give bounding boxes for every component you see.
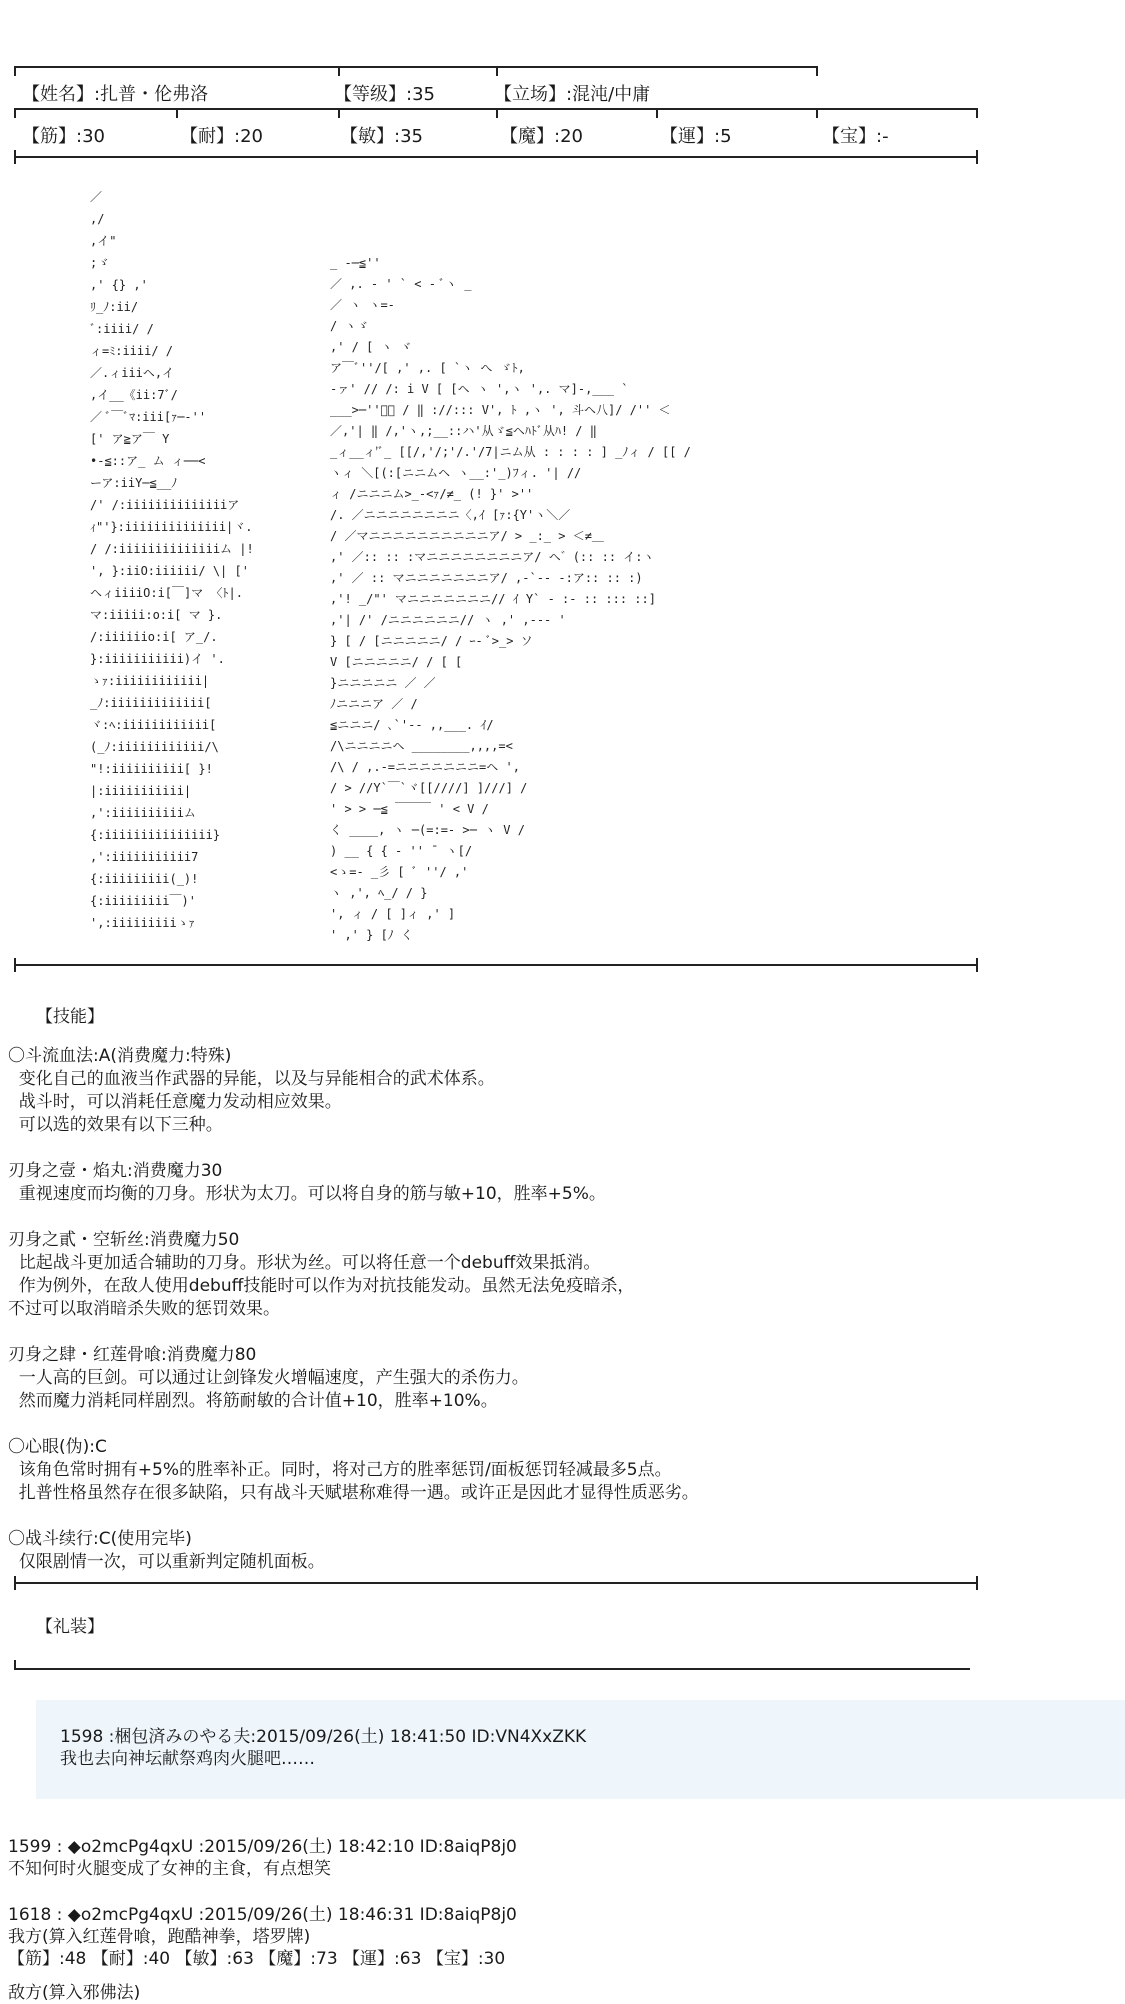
ascii-art-row: ,':iiiiiiiiiii7 (90, 850, 199, 864)
ascii-art-row: V [ニニニニニ/ / [ [ (330, 655, 463, 669)
ascii-art-row: }ニニニニニ ／ ／ (330, 676, 436, 690)
ascii-art-row: ,' {} ,' (90, 278, 148, 292)
skills-bottom-rule (14, 1582, 978, 1584)
header-top-rule (14, 66, 818, 68)
skill-line: 作为例外，在敌人使用debuff技能时可以作为对抗技能发动。虽然无法免疫暗杀， (8, 1276, 635, 1296)
ascii-art-row: / ／マニニニニニニニニニニア/ > _:_ > ＜≠＿ (330, 529, 604, 543)
ascii-art-row: /:iiiiiio:i[ ア_/. (90, 630, 218, 644)
ascii-art-row: ヽ ,', ﾍ_/ / } (330, 886, 428, 900)
stat-alignment: 【立场】:混沌/中庸 (494, 84, 651, 105)
skill-line: 〇斗流血法:A(消费魔力:特殊) (8, 1046, 232, 1066)
post-header: 1618 : ◆o2mcPg4qxU :2015/09/26(土) 18:46:31 ID:8aiqP8j0 (8, 1905, 517, 1925)
header-tick (496, 108, 498, 118)
skill-line: 扎普性格虽然存在很多缺陷，只有战斗天赋堪称难得一遇。或许正是因此才显得性质恶劣。 (8, 1483, 699, 1503)
skill-line: 〇战斗续行:C(使用完毕) (8, 1529, 192, 1549)
ascii-art-row: _ -─≦'' (330, 256, 381, 270)
ascii-art-row: {:iiiiiiiiiiiiiii} (90, 828, 221, 842)
ascii-art-row: ／ ﾞ￣ﾞﾏ:iii[ｧ─‐'' (90, 410, 207, 424)
ascii-art-row: ',:iiiiiiiiiゝｧ (90, 916, 195, 930)
skill-line: 重视速度而均衡的刀身。形状为太刀。可以将自身的筋与敏+10，胜率+5%。 (8, 1184, 606, 1204)
ascii-art-row: ーア:iiY─≦__ﾉ (90, 476, 178, 490)
rule-tick (14, 1576, 16, 1590)
header-tick (816, 66, 818, 76)
ascii-art-row: ﾉニニニア ／ / (330, 697, 418, 711)
ascii-art-row: ／ ヽ ヽ=- (330, 298, 395, 312)
ascii-art-row: ｨ"'}:iiiiiiiiiiiiii|ヾ. (90, 520, 253, 534)
ascii-art-row: ___>─''ﾞ／ / ‖ ://::: V', ﾄ ,ヽ ', 斗ヘ八]/ /'' ＜ (330, 403, 671, 417)
ascii-art-row: ﾞ:iiii/ / (90, 322, 154, 336)
ascii-art-row: _ィ__ィ'ﾞ_ [[/,'/;'/.'/7|ニム从 : : : : ] _ﾉィ / [[ / (330, 445, 691, 459)
post-line: 【筋】:48 【耐】:40 【敏】:63 【魔】:73 【運】:63 【宝】:30 (8, 1949, 506, 1969)
stat-mag: 【魔】:20 (500, 126, 583, 147)
header-tick (176, 108, 178, 118)
ascii-art-row: [' ア≧ア￣ Y (90, 432, 170, 446)
ascii-art-row: ,イ__《ii:7ﾞ/ (90, 388, 178, 402)
ascii-art-row: } [ / [ニニニニニ/ / ｰ- ﾞ>_> ソ (330, 634, 533, 648)
skill-line: 〇心眼(伪):C (8, 1437, 107, 1457)
skill-line: 仅限剧情一次，可以重新判定随机面板。 (8, 1552, 325, 1572)
ascii-art-row: ;ゞ (90, 256, 110, 270)
header-tick (976, 150, 978, 164)
ascii-art-row: ／ (90, 190, 103, 204)
skill-line: 不过可以取消暗杀失败的惩罚效果。 (8, 1299, 280, 1319)
ascii-art-row: ,':iiiiiiiiiiム (90, 806, 196, 820)
quote-body: 我也去向神坛献祭鸡肉火腿吧…… (60, 1749, 315, 1769)
skill-line: 一人高的巨剑。可以通过让剑锋发火增幅速度，产生强大的杀伤力。 (8, 1368, 529, 1388)
ascii-art-row: ' > > ─≦ ￣￣￣ ' < V / (330, 802, 489, 816)
ascii-art-row: /\ニニニニヘ ________,,,,=< (330, 739, 513, 753)
skill-line: 该角色常时拥有+5%的胜率补正。同时，将对己方的胜率惩罚/面板惩罚轻减最多5点。 (8, 1460, 672, 1480)
ascii-art-row: /\ / ,.-=ニニニニニニニ=ヘ ', (330, 760, 520, 774)
skill-line: 刃身之壹・焰丸:消费魔力30 (8, 1161, 223, 1181)
ascii-art-row: ／ ,. - ' ` < ‐ ﾞヽ _ (330, 277, 472, 291)
skill-line: 刃身之肆・红莲骨喰:消费魔力80 (8, 1345, 257, 1365)
rule-tick (976, 958, 978, 972)
stat-end: 【耐】:20 (180, 126, 263, 147)
post-line: 敌方(算入邪佛法) (8, 1983, 141, 2003)
ascii-art-row: _ﾉ:iiiiiiiiiiiii[ (90, 696, 212, 710)
stat-agi: 【敏】:35 (340, 126, 423, 147)
header-tick (816, 108, 818, 118)
ascii-art-row: ,'! _/"' マニニニニニニニ// ｲ Y` ‐ :‐ :: ::: ::] (330, 592, 656, 606)
ascii-art-row: /' /:iiiiiiiiiiiiiiア (90, 498, 240, 512)
header-tick (338, 108, 340, 118)
ascii-art-row: マ:iiiii:o:i[ マ }. (90, 608, 223, 622)
ascii-art-row: <ゝ=- _彡 [ ﾞ ''/ ,' (330, 865, 469, 879)
rule-tick (14, 958, 16, 972)
ascii-art-row: •-≦::ア_ ム ィ──< (90, 454, 206, 468)
ascii-art-row: ﾘ_ﾉ:ii/ (90, 300, 139, 314)
post-header: 1599 : ◆o2mcPg4qxU :2015/09/26(土) 18:42:10 ID:8aiqP8j0 (8, 1837, 517, 1857)
ascii-art-row: ,イ" (90, 234, 117, 248)
ascii-art-row: ' ,' } [ﾉ く (330, 928, 414, 942)
ascii-art-row: ヘィiiiiO:i[￣]マ 〈ﾄ|. (90, 586, 243, 600)
ascii-art-row: ィ /ニニニム>_-<ｧ/≠_ (! }' >'' (330, 487, 534, 501)
ascii-art-row: ) __ { { ‐ '' ¯ ヽ[/ (330, 844, 473, 858)
ascii-art-row: ア￣ﾞ''/[ ,' ,. [ `ヽ へ ゞﾄ, (330, 361, 525, 375)
stat-luck: 【運】:5 (660, 126, 732, 147)
ascii-art-row: ／.ィiiiヘ,イ (90, 366, 175, 380)
gear-bottom-rule (14, 1668, 970, 1670)
ascii-art-row: }:iiiiiiiiiii)イ '. (90, 652, 225, 666)
header-tick (976, 108, 978, 118)
stat-name: 【姓名】:扎普・伦弗洛 (22, 84, 209, 105)
ascii-art-row: ', ィ / [ ]ィ ,' ] (330, 907, 456, 921)
ascii-art-row: ,' / [ ヽ ヾ (330, 340, 412, 354)
skill-line: 战斗时，可以消耗任意魔力发动相应效果。 (8, 1092, 342, 1112)
ascii-art-row: ゝｧ:iiiiiiiiiiii| (90, 674, 210, 688)
stat-level: 【等级】:35 (334, 84, 435, 105)
ascii-art-row: ヾ:ﾍ:iiiiiiiiiiii[ (90, 718, 217, 732)
rule-tick (976, 1576, 978, 1590)
ascii-art-row: {:iiiiiiiii(_)! (90, 872, 199, 886)
quoted-reply (36, 1700, 1125, 1799)
ascii-art-row: ,'| /' /ニニニニニニ// ヽ ,' ,‐-‐ ' (330, 613, 566, 627)
ascii-art-row: く ____, ヽ ─(=:=- >─ ヽ V / (330, 823, 525, 837)
stat-np: 【宝】:- (822, 126, 889, 147)
ascii-art-row: ', }:iiO:iiiiii/ \| [' (90, 564, 249, 578)
skill-line: 刃身之貳・空斩丝:消费魔力50 (8, 1230, 240, 1250)
skill-line: 可以选的效果有以下三种。 (8, 1115, 223, 1135)
ascii-art-row: / /:iiiiiiiiiiiiiiム |! (90, 542, 254, 556)
header-tick (14, 66, 16, 76)
header-tick (14, 150, 16, 164)
skill-line: 然而魔力消耗同样剧烈。将筋耐敏的合计值+10，胜率+10%。 (8, 1391, 498, 1411)
ascii-art-row: / ヽゞ (330, 319, 369, 333)
stat-str: 【筋】:30 (22, 126, 105, 147)
post-line: 我方(算入红莲骨喰，跑酷神拳，塔罗牌) (8, 1927, 311, 1947)
quote-header: 1598 :梱包済みのやる夫:2015/09/26(土) 18:41:50 ID:VN4XxZKK (60, 1727, 587, 1747)
ascii-art-row: {:iiiiiiiii￣)' (90, 894, 196, 908)
header-tick (656, 108, 658, 118)
skill-line: 变化自己的血液当作武器的异能，以及与异能相合的武术体系。 (8, 1069, 495, 1089)
header-tick (496, 66, 498, 76)
ascii-art-row: /. ／ニニニニニニニニ〈,ｲ [ｧ:{Y'ヽ＼／ (330, 508, 571, 522)
ascii-art-row: -ァ' // /: i V [ [ヘ ヽ ',ヽ ',. マ]-,___ ` (330, 382, 629, 396)
ascii-art-row: / > //Y`￣`ヾ[[////] ]///] / (330, 781, 528, 795)
skills-heading: 【技能】 (36, 1007, 104, 1027)
ascii-art-row: ／,'| ‖ /,'ヽ,;__::ハ'从ゞ≦ヘﾊﾄﾞ从ﾊ! / ‖ (330, 424, 597, 438)
ascii-art-row: ヽィ ＼[(:[ニニムヘ ヽ__:'_)ﾌィ. '| // (330, 466, 582, 480)
header-tick (338, 66, 340, 76)
ascii-art-row: (_ﾉ:iiiiiiiiiiii/\ (90, 740, 219, 754)
ascii-art-row: ,' ／:: :: :マニニニニニニニニア/ ヘ゛(:: :: イ:ヽ (330, 550, 655, 564)
skill-line: 比起战斗更加适合辅助的刀身。形状为丝。可以将任意一个debuff效果抵消。 (8, 1253, 601, 1273)
art-bottom-rule (14, 964, 978, 966)
ascii-art-row: ィ=ﾐ:iiii/ / (90, 344, 174, 358)
ascii-art-row: ,/ (90, 212, 105, 226)
ascii-art-row: ≦ニニニ/ ､`'-- ,,___. ｲ/ (330, 718, 494, 732)
header-bottom-rule (14, 156, 978, 158)
post-line: 不知何时火腿变成了女神的主食，有点想笑 (8, 1859, 331, 1879)
ascii-art-row: |:iiiiiiiiiii| (90, 784, 192, 798)
gear-heading: 【礼装】 (36, 1617, 104, 1637)
header-tick (14, 108, 16, 118)
ascii-art-row: ,' ／ :: マニニニニニニニア/ ,-`-‐ -:ア:: :: :) (330, 571, 643, 585)
rule-tick (14, 1660, 16, 1670)
ascii-art-row: "!:iiiiiiiiii[ }! (90, 762, 213, 776)
